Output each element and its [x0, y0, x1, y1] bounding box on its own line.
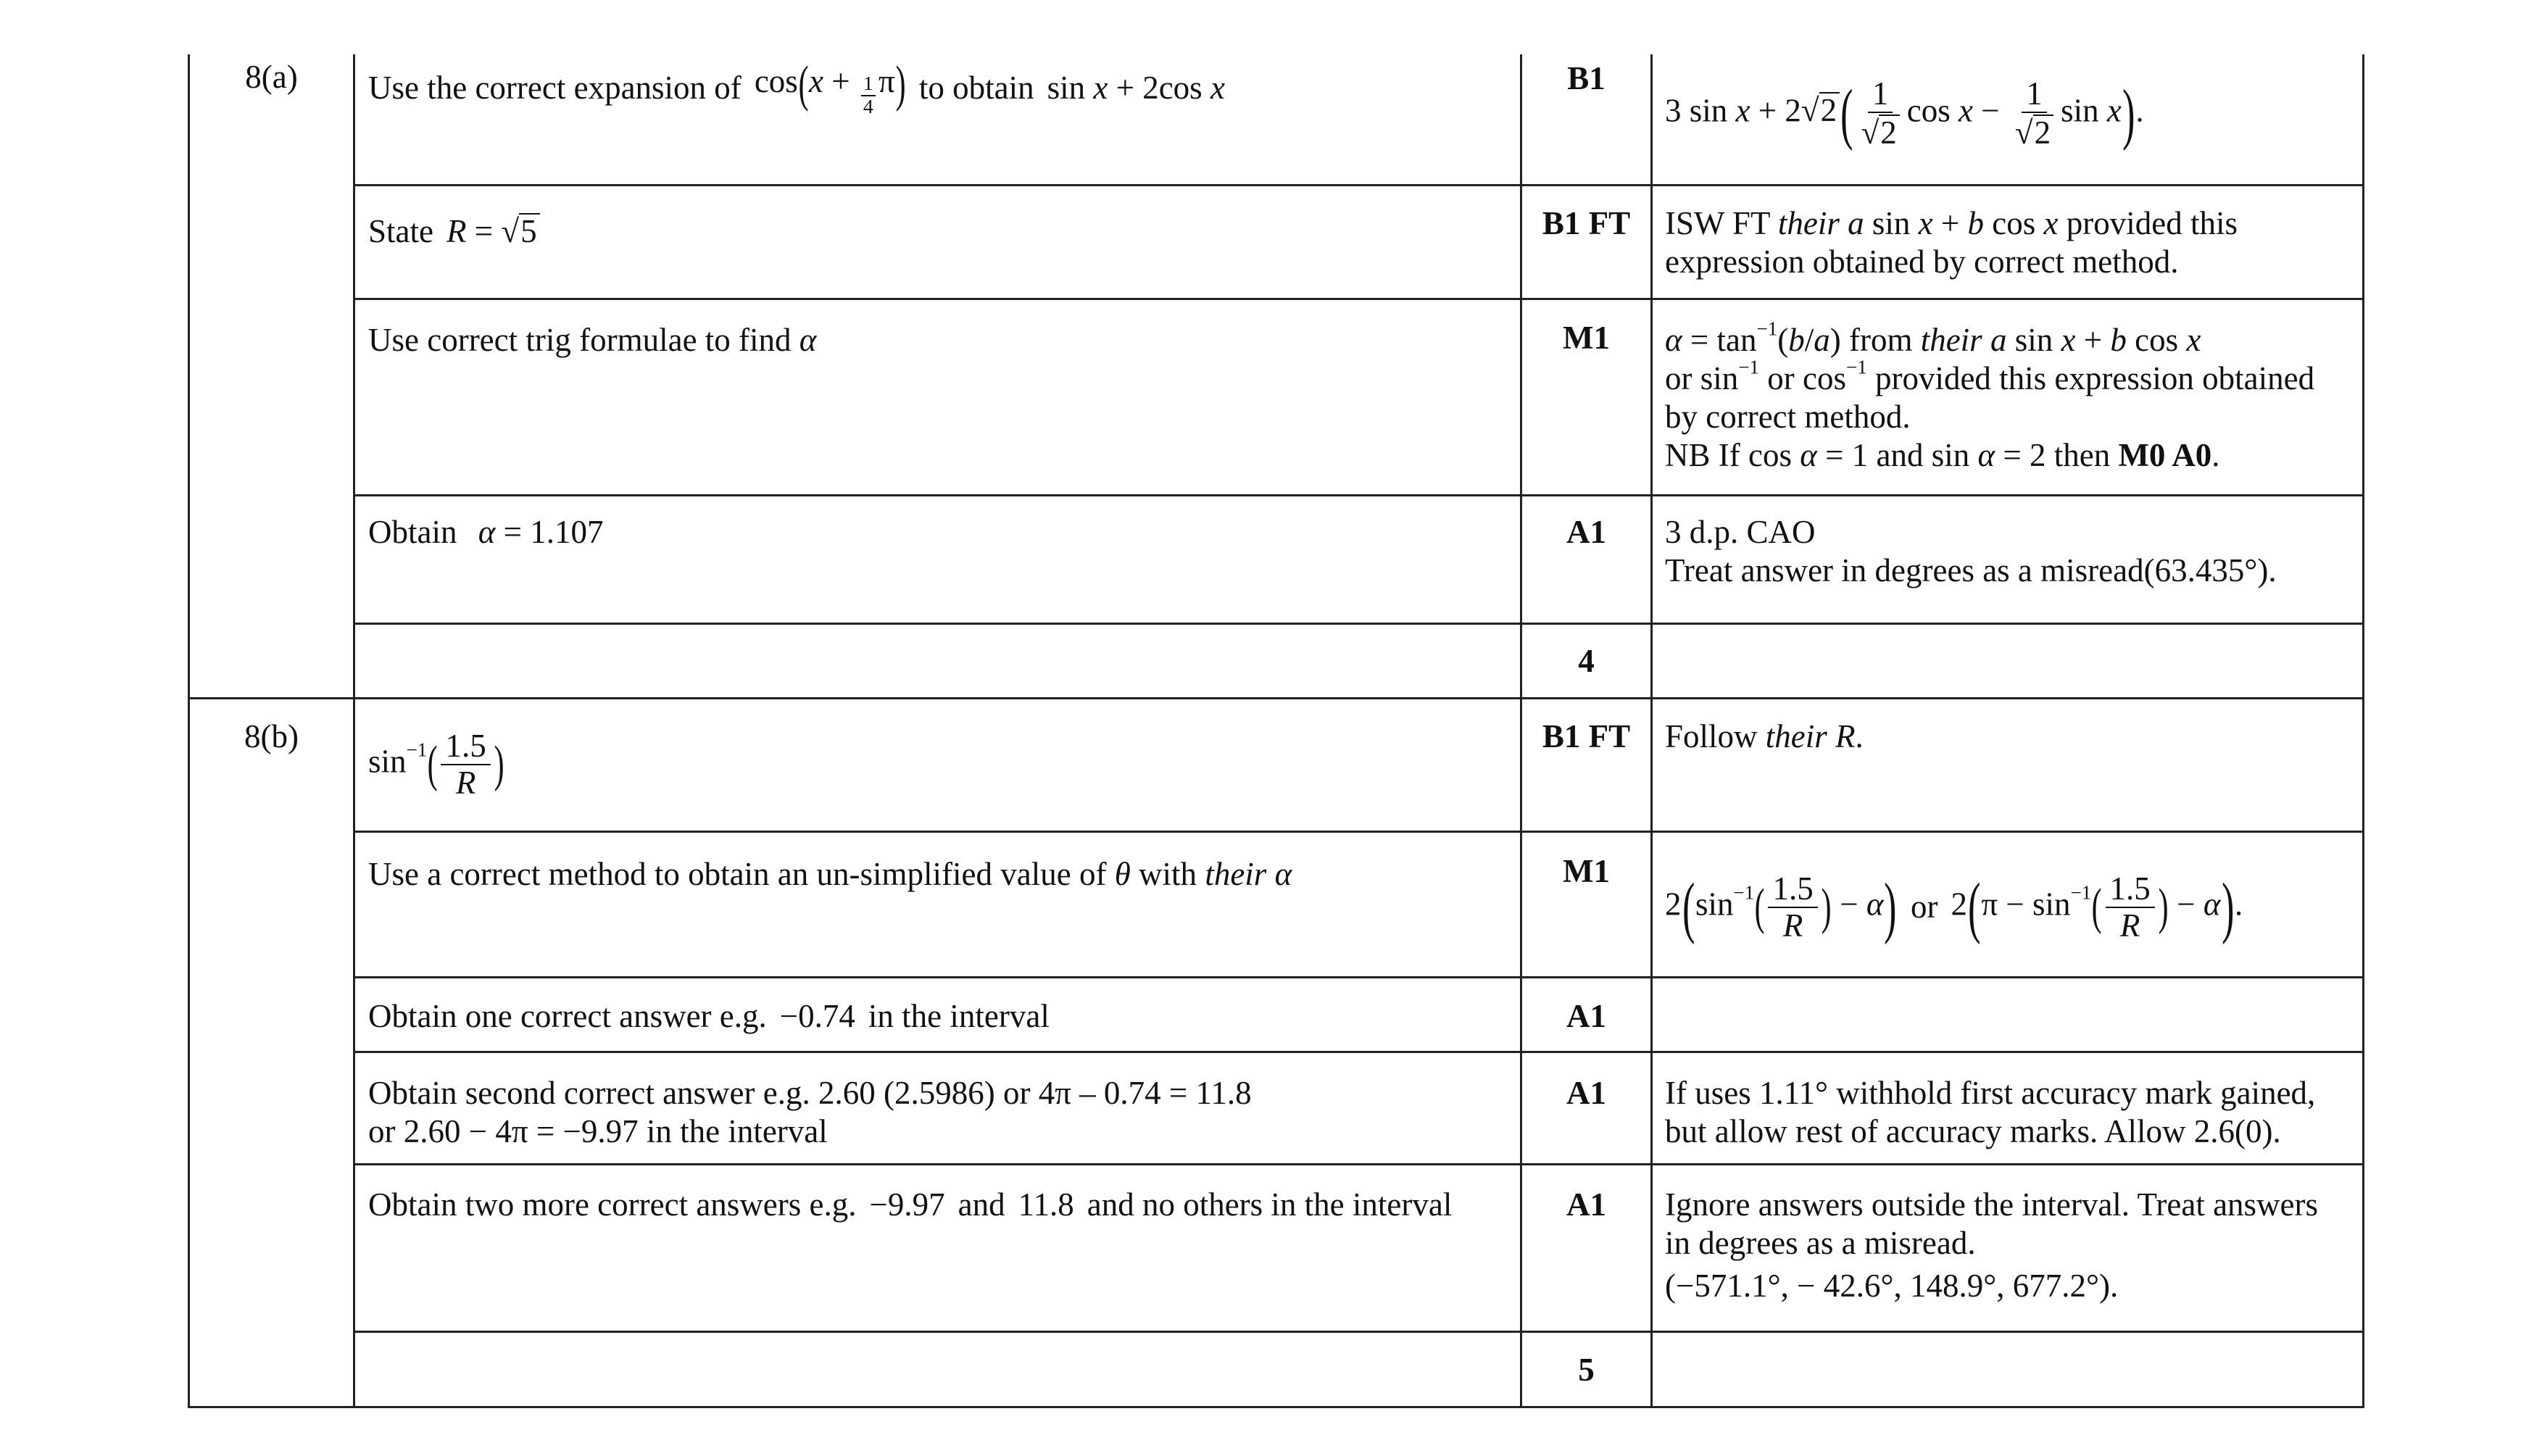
question-divider	[188, 697, 2364, 699]
answer-obtain-alpha: Obtain α = 1.107	[368, 514, 604, 550]
table-border-right	[2362, 54, 2364, 1408]
guidance-obtain-alpha: 3 d.p. CAO Treat answer in degrees as a misread(63.435°).	[1665, 514, 2277, 589]
mark-code: A1	[1566, 514, 1606, 550]
mark-code: B1 FT	[1542, 205, 1631, 241]
answer-state-r: State R = √5	[368, 210, 540, 254]
answer-expansion: Use the correct expansion of cos(x + $\frac{1}{4}$ π) to obtain sin x + 2cos x	[368, 56, 1225, 119]
row-divider	[353, 494, 2364, 496]
row-divider	[353, 1163, 2364, 1165]
target-expression: sin x + 2cos x	[1047, 70, 1225, 107]
question-label-8a: 8(a)	[245, 59, 298, 95]
row-divider	[353, 976, 2364, 978]
mark-code: M1	[1563, 853, 1610, 889]
question-label-8b: 8(b)	[244, 718, 299, 754]
guidance-find-alpha: $\alpha = \tan^{-1}(b/a)$ from their a sin x + b cos x or $\sin^{-1}$ or $\cos^{-1}$ provided this expression obtained by correct method. NB If cos α = 1 and sin α = 2 then M0 A0.	[1665, 317, 2315, 474]
row-divider	[353, 298, 2364, 300]
cos-expression: cos(x + $\frac{1}{4}$ π)	[754, 56, 906, 119]
total-marks-8b: 5	[1578, 1352, 1595, 1388]
column-divider	[1650, 54, 1653, 1408]
answer-remaining-solutions: Obtain two more correct answers e.g. −9.97 and 11.8 and no others in the interval	[368, 1186, 1453, 1223]
row-divider	[353, 831, 2364, 833]
table-border-bottom	[188, 1406, 2364, 1408]
row-divider	[353, 1051, 2364, 1053]
total-marks-8a: 4	[1578, 643, 1595, 679]
answer-find-alpha: Use correct trig formulae to find α	[368, 322, 817, 358]
row-divider	[353, 184, 2364, 186]
column-divider	[188, 54, 190, 698]
mark-code: A1	[1566, 1186, 1606, 1223]
guidance-follow-r: Follow their R.	[1665, 718, 1864, 754]
answer-second-solution: Obtain second correct answer e.g. 2.60 (2.5986) or 4π – 0.74 = 11.8 or 2.60 − 4π = −9.97 in the interval	[368, 1075, 1252, 1150]
mark-code: M1	[1563, 320, 1610, 356]
mark-code: B1	[1567, 60, 1606, 96]
guidance-second-solution: If uses 1.11° withhold first accuracy mark gained, but allow rest of accuracy marks. Allow 2.6(0).	[1665, 1075, 2316, 1150]
guidance-expansion: 3 sin x + 2√2( $\frac{1}{√2}$ cos x − $\frac{1}{√2}$ sin x).	[1665, 75, 2144, 151]
guidance-theta-expressions: $2(\sin^{-1}$( $\frac{1.5}{R}$ ) − α) or $2(\pi - \sin^{-1}$( $\frac{1.5}{R}$ ) − α).	[1665, 869, 2243, 945]
table-border-left	[188, 697, 190, 1408]
mark-code: B1 FT	[1542, 718, 1631, 754]
answer-arcsin: $\sin^{-1}$( $\frac{1.5}{R}$ )	[368, 728, 504, 801]
guidance-state-r: ISW FT their a sin x + b cos x provided this expression obtained by correct method.	[1665, 205, 2238, 280]
mark-code: A1	[1566, 998, 1606, 1034]
row-divider	[353, 623, 2364, 625]
answer-method-theta: Use a correct method to obtain an un-simplified value of θ with their α	[368, 856, 1292, 892]
mark-code: A1	[1566, 1075, 1606, 1111]
column-divider	[353, 54, 355, 1408]
answer-first-solution: Obtain one correct answer e.g. −0.74 in the interval	[368, 998, 1050, 1034]
row-divider	[353, 1331, 2364, 1333]
guidance-remaining-solutions: Ignore answers outside the interval. Treat answers in degrees as a misread. (−571.1°, − 42.6°, 148.9°, 677.2°).	[1665, 1186, 2319, 1305]
